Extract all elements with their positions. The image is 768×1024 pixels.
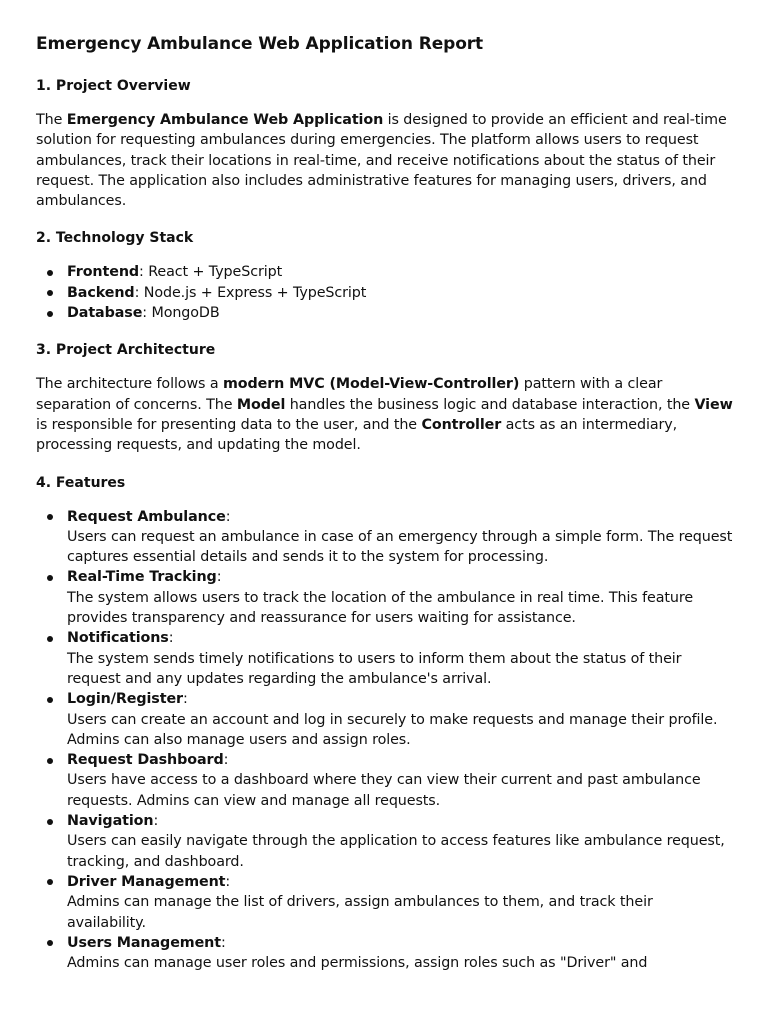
document-title: Emergency Ambulance Web Application Report <box>36 34 484 54</box>
list-item: Database: MongoDB <box>36 303 736 323</box>
list-item: Driver Management: Admins can manage the list of drivers, assign ambulances to them, and track their availability. <box>36 872 736 933</box>
stack-list <box>36 262 736 323</box>
overview-paragraph: The Emergency Ambulance Web Application is designed to provide an efficient and real-time solution for requesting ambulances during emergencies. The platform allows users to request ambulances, track their locations in real-time, and receive notifications about the status of their request. The application also includes administrative features for managing users, drivers, and ambulances. <box>36 112 727 210</box>
list-item: Real-Time Tracking: The system allows users to track the location of the ambulance in real time. This feature provides transparency and reassurance for users waiting for assistance. <box>36 567 736 628</box>
list-item: Login/Register: Users can create an account and log in securely to make requests and manage their profile. Admins can also manage users and assign roles. <box>36 689 736 750</box>
architecture-heading: 3. Project Architecture <box>36 342 216 359</box>
list-item: Frontend: React + TypeScript <box>36 262 736 282</box>
list-item: Notifications: The system sends timely notifications to users to inform them about the status of their request and any updates regarding the ambulance's arrival. <box>36 628 736 689</box>
list-item: Navigation: Users can easily navigate through the application to access features like ambulance request, tracking, and dashboard. <box>36 811 736 872</box>
overview-heading: 1. Project Overview <box>36 78 191 94</box>
list-item: Request Ambulance: Users can request an ambulance in case of an emergency through a simple form. The request captures essential details and sends it to the system for processing. <box>36 507 736 568</box>
stack-heading: 2. Technology Stack <box>36 230 194 247</box>
overview-bold-app-name: Emergency Ambulance Web Application <box>66 112 384 128</box>
document-page <box>36 30 736 988</box>
features-heading: 4. Features <box>36 474 126 491</box>
list-item: Request Dashboard: Users have access to a dashboard where they can view their current and past ambulance requests. Admins can view and manage all requests. <box>36 750 736 811</box>
list-item: Backend: Node.js + Express + TypeScript <box>36 283 736 303</box>
list-item: Users Management: Admins can manage user roles and permissions, assign roles such as "Driver" and <box>36 933 736 974</box>
features-list <box>36 507 736 974</box>
architecture-paragraph: The architecture follows a modern MVC (Model-View-Controller) pattern with a clear separation of concerns. The Model handles the business logic and database interaction, the View is responsible for presenting data to the user, and the Controller acts as an intermediary, processing requests, and updating the model. <box>36 376 733 454</box>
